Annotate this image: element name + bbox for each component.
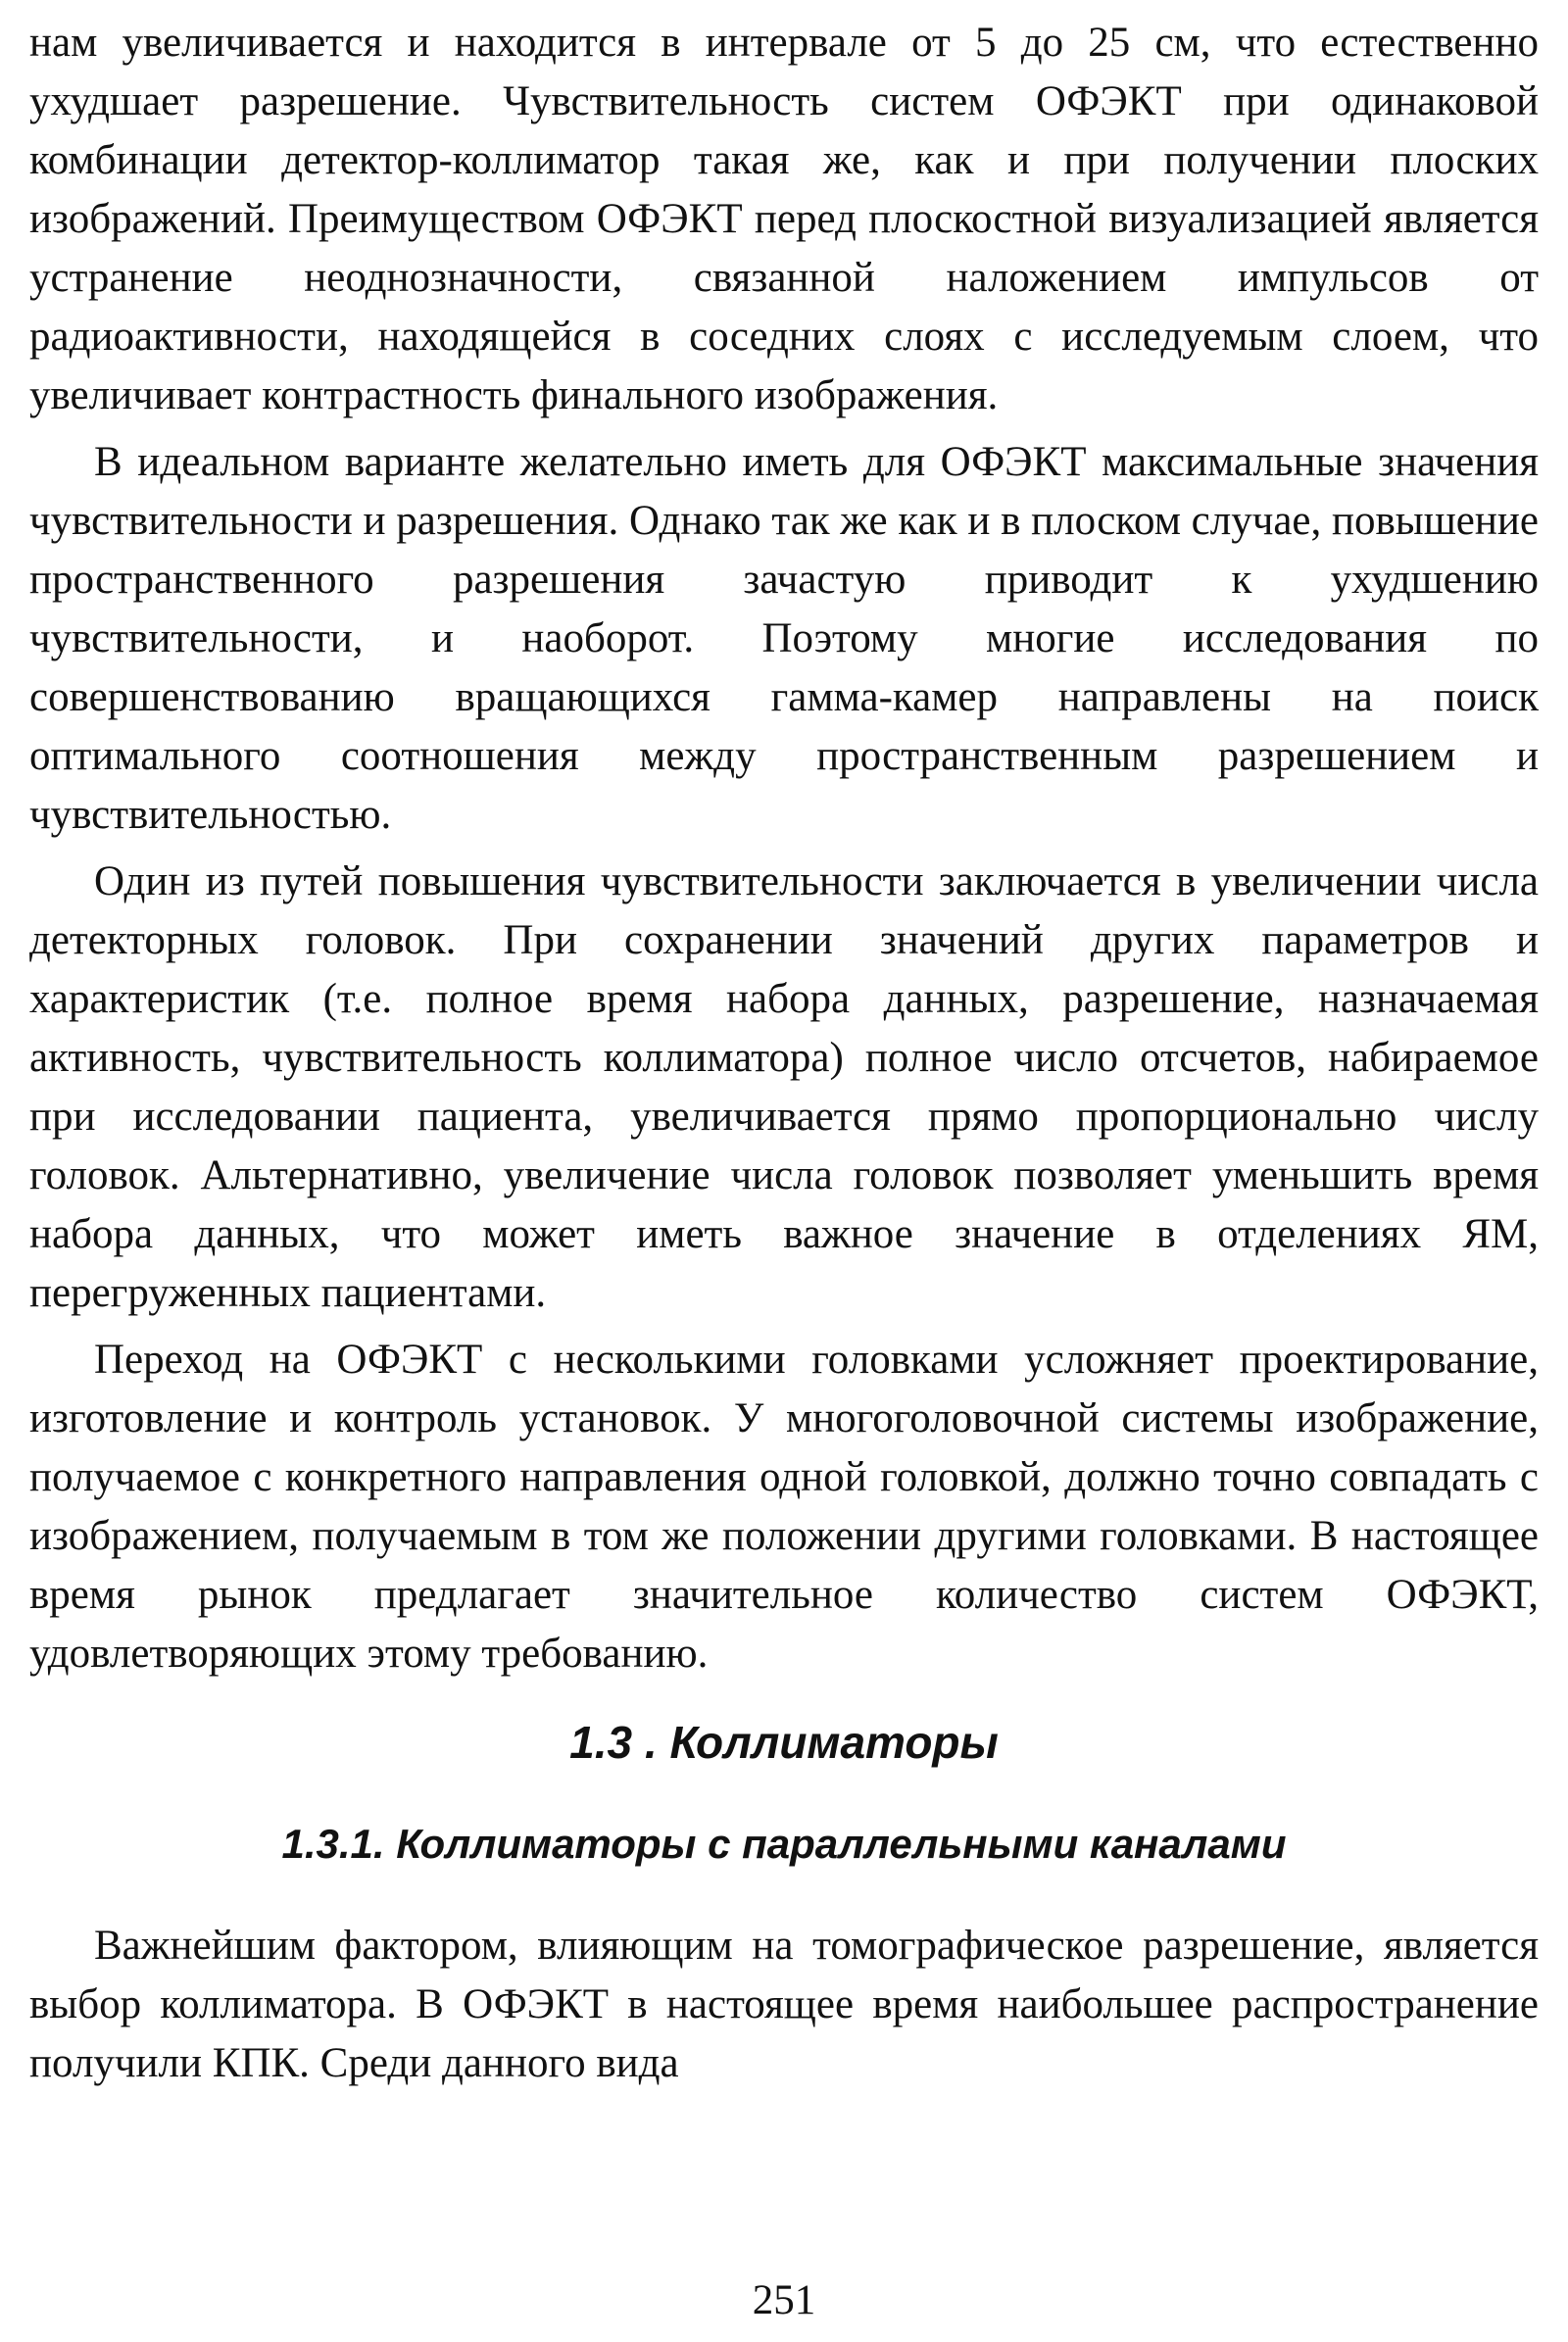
paragraph-sensitivity-heads: Один из путей повышения чувствительности заключается в увеличении числа детекторных головок. При сохранении значений других параметров и характеристик (т.е. полное время набора данных, разрешение, назначаемая активность, чувствительность коллиматора) полное число отсчетов, набираемое при исследовании пациента, увеличивается прямо пропорционально числу головок. Альтернативно, увеличение числа головок позволяет уменьшить время набора данных, что может иметь важное значение в отделениях ЯМ, перегруженных пациентами.	[29, 858, 1539, 1316]
paragraph-ideal-variant: В идеальном варианте желательно иметь для ОФЭКТ максимальные значения чувствительности и разрешения. Однако так же как и в плоском случае, повышение пространственного разрешения зачастую приводит к ухудшению чувствительности, и наоборот. Поэтому многие исследования по совершенствованию вращающихся гамма-камер направлены на поиск оптимального соотношения между пространственным разрешением и чувствительностью.	[29, 439, 1540, 838]
subsection-heading: 1.3.1. Коллиматоры с параллельными каналами	[281, 1821, 1287, 1867]
paragraph-multihead-spect: Переход на ОФЭКТ с несколькими головками усложняет проектирование, изготовление и контроль установок. У многоголовочной системы изображение, получаемое с конкретного направления одной головкой, должно точно совпадать с изображением, получаемым в том же положении другими головками. В настоящее время рынок предлагает значительное количество систем ОФЭКТ, удовлетворяющих этому требованию.	[29, 1337, 1539, 1677]
paragraph-collimator-choice: Важнейшим фактором, влияющим на томографическое разрешение, является выбор коллиматора. В ОФЭКТ в настоящее время наибольшее распространение получили КПК. Среди данного вида	[29, 1923, 1539, 2086]
paragraph-continuation: нам увеличивается и находится в интервале от 5 до 25 см, что естественно ухудшает разрешение. Чувствительность систем ОФЭКТ при одинаковой комбинации детектор-коллиматор такая же, как и при получении плоских изображений. Преимуществом ОФЭКТ перед плоскостной визуализацией является устранение неоднозначности, связанной наложением импульсов от радиоактивности, находящейся в соседних слоях с исследуемым слоем, что увеличивает контрастность финального изображения.	[29, 20, 1539, 418]
section-heading: 1.3 . Коллиматоры	[569, 1717, 999, 1768]
page-number: 251	[752, 2277, 816, 2323]
document-page	[29, 14, 1539, 2093]
